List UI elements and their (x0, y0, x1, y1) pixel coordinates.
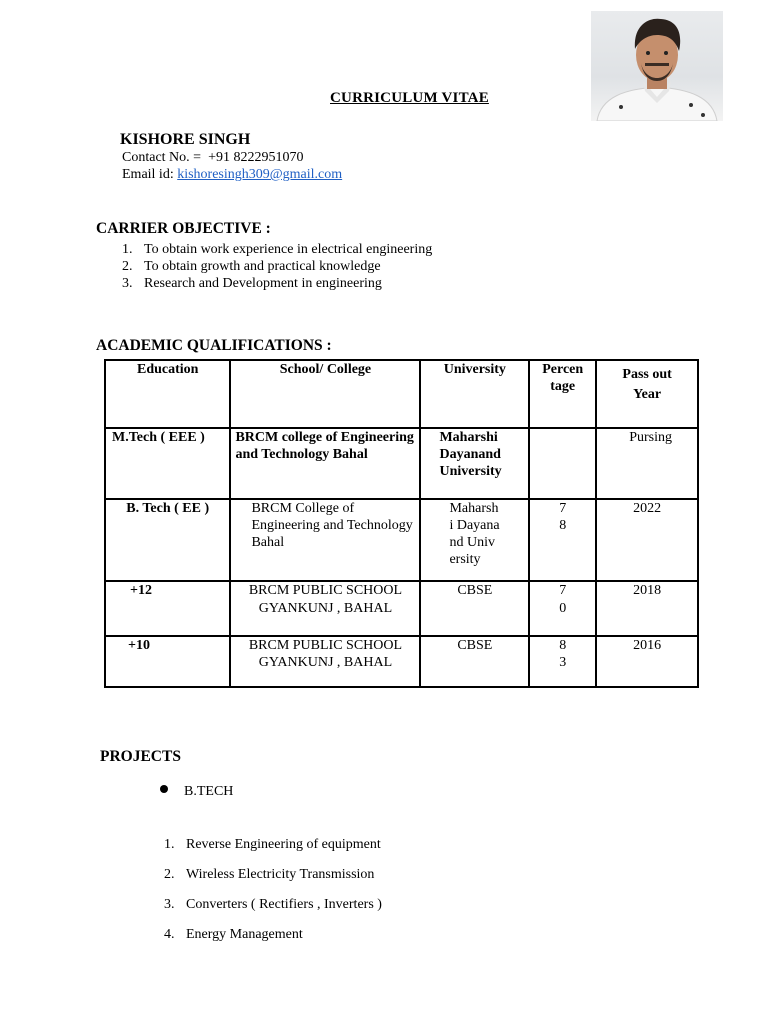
list-item: 3. Research and Development in engineering (122, 276, 382, 291)
profile-photo (591, 11, 723, 121)
academics-heading: ACADEMIC QUALIFICATIONS : (96, 337, 332, 354)
table-row: M.Tech ( EEE ) BRCM college of Engineering and Technology Bahal Maharshi Dayanand University Pursing (105, 428, 698, 499)
objective-heading: CARRIER OBJECTIVE : (96, 220, 271, 237)
email-link[interactable]: kishoresingh309@gmail.com (177, 167, 343, 182)
column-header-percentage: Percentage (529, 360, 596, 428)
list-item: 3. Converters ( Rectifiers , Inverters ) (164, 897, 382, 912)
projects-bullet: B.TECH (160, 784, 233, 800)
bullet-dot-icon (160, 785, 168, 793)
table-row: B. Tech ( EE ) BRCM College of Engineering and Technology Bahal Maharshi Dayanand University 78 2022 (105, 499, 698, 581)
table-header-row (105, 360, 698, 428)
projects-list (164, 830, 382, 950)
candidate-name: KISHORE SINGH (120, 131, 251, 148)
email-line (122, 167, 342, 183)
list-item: 1. To obtain work experience in electrical engineering (122, 242, 433, 257)
contact-line (122, 150, 303, 166)
list-item: 2. To obtain growth and practical knowledge (122, 259, 381, 274)
column-header-year: Pass out Year (596, 360, 698, 428)
column-header-education: Education (105, 360, 230, 428)
contact-label: Contact No. = (122, 150, 202, 165)
table-row: +10 BRCM PUBLIC SCHOOL GYANKUNJ , BAHAL CBSE 83 2016 (105, 636, 698, 687)
table-row: +12 BRCM PUBLIC SCHOOL GYANKUNJ , BAHAL CBSE 70 2018 (105, 581, 698, 636)
projects-heading: PROJECTS (100, 748, 181, 765)
list-item: 4. Energy Management (164, 927, 303, 942)
academic-table (104, 359, 699, 688)
list-item: 1. Reverse Engineering of equipment (164, 837, 381, 852)
contact-value: +91 8222951070 (208, 150, 304, 165)
list-item: 2. Wireless Electricity Transmission (164, 867, 375, 882)
page-title: CURRICULUM VITAE (330, 90, 489, 106)
column-header-university: University (420, 360, 529, 428)
column-header-school: School/ College (230, 360, 420, 428)
email-label: Email id: (122, 167, 174, 182)
objective-list (122, 241, 432, 292)
